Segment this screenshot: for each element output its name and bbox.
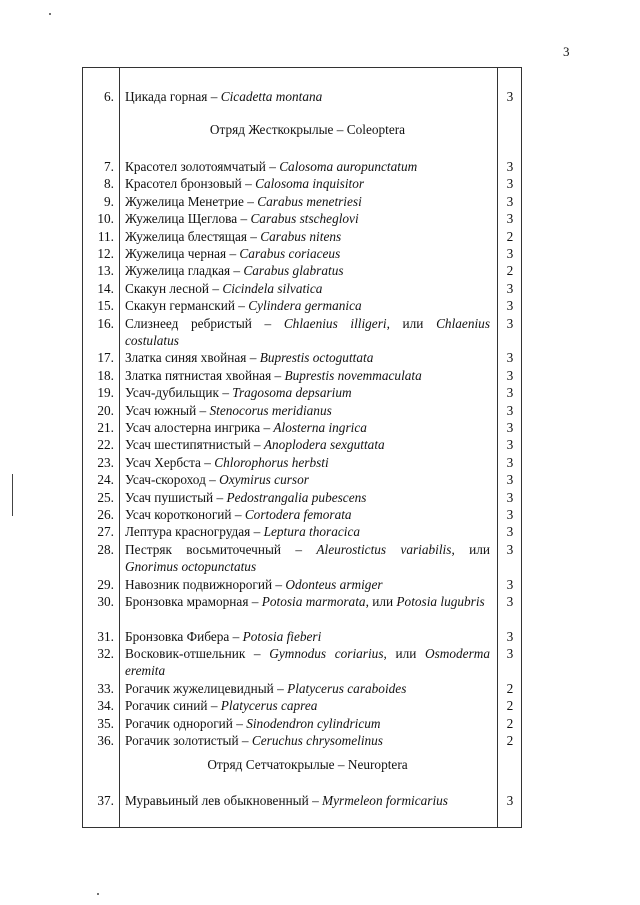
species-name-russian: Жужелица Менетрие [125, 193, 244, 209]
species-name-russian: Усач-дубильщик [125, 385, 219, 401]
species-name-russian: Жужелица блестящая [125, 228, 247, 244]
species-name-russian: Бронзовка мраморная [125, 594, 249, 609]
scan-artifact-dot [49, 13, 51, 15]
species-name: Слизнеед ребристый – Chlaenius illigeri, или Chlaenius costulatus [125, 315, 490, 348]
page-number: 3 [563, 44, 570, 59]
row-number: 17. [97, 350, 114, 366]
species-name-russian: Рогачик однорогий [125, 715, 233, 731]
row-number: 33. [97, 681, 114, 696]
species-name: Скакун германский – Cylindera germanica [125, 298, 362, 314]
species-name-latin: Platycerus caprea [220, 698, 318, 714]
species-name-latin: Buprestis novemmaculata [284, 367, 422, 383]
species-name-russian: Жужелица черная [125, 246, 227, 261]
category-value: 3 [506, 524, 514, 540]
category-value: 3 [506, 298, 514, 314]
species-name: Навозник подвижнорогий – Odonteus armiger [125, 576, 383, 592]
species-table [82, 67, 522, 828]
synonym-conjunction: или [395, 646, 417, 662]
category-value: 3 [506, 628, 514, 644]
category-value: 2 [506, 681, 514, 696]
species-name: Жужелица Щеглова – Carabus stscheglovi [125, 211, 359, 227]
category-value: 3 [506, 489, 514, 505]
synonym-conjunction: или [402, 315, 424, 331]
category-value: 2 [506, 263, 514, 279]
row-number: 27. [97, 524, 114, 540]
species-name-russian: Рогачик жужелицевидный [125, 681, 274, 696]
species-name-latin: Buprestis octoguttata [259, 350, 374, 366]
category-value: 3 [506, 594, 514, 609]
species-name: Усач коротконогий – Cortodera femorata [125, 507, 352, 522]
category-value: 3 [506, 420, 514, 435]
species-name-russian: Златка пятнистая хвойная [125, 367, 272, 383]
species-name-latin: Cylindera germanica [248, 298, 362, 314]
scan-artifact-dot [97, 893, 99, 895]
species-name-latin-synonym: Chlaenius costulatus [125, 315, 490, 348]
row-number: 13. [97, 263, 114, 279]
species-name-russian: Усач Хербста [125, 454, 201, 470]
species-name-russian: Златка синяя хвойная [125, 350, 247, 366]
category-value: 3 [506, 472, 514, 488]
row-number: 18. [97, 367, 114, 383]
category-value: 3 [506, 350, 514, 366]
row-number: 22. [97, 437, 114, 453]
category-value: 2 [506, 698, 514, 714]
category-value: 3 [506, 385, 514, 401]
species-name-latin: Cicadetta montana [220, 89, 323, 104]
species-name-latin: Cortodera femorata [244, 507, 352, 522]
row-number: 35. [97, 715, 114, 731]
species-name: Жужелица черная – Carabus coriaceus [125, 246, 341, 261]
category-value: 3 [506, 367, 514, 383]
row-number: 32. [97, 646, 114, 662]
row-number: 37. [97, 793, 114, 808]
species-name-latin: Ceruchus chrysomelinus [251, 733, 383, 749]
species-name-latin-synonym: Osmoderma eremita [125, 646, 490, 679]
species-name-russian: Бронзовка Фибера [125, 628, 230, 644]
synonym-conjunction: или [469, 541, 491, 557]
section-heading-coleoptera: Отряд Жесткокрылые – Coleoptera [209, 122, 406, 137]
species-name-latin-synonym: Gnorimus octopunctatus [125, 558, 257, 574]
species-name-latin: Sinodendron cylindricum [246, 715, 381, 731]
species-name-russian: Жужелица гладкая [125, 263, 231, 279]
species-name-latin: Alosterna ingrica [273, 420, 367, 435]
category-value: 2 [506, 715, 514, 731]
species-name: Муравьиный лев обыкновенный – Myrmeleon formicarius [125, 793, 448, 808]
species-name: Усач алостерна ингрика – Alosterna ingrica [125, 420, 367, 435]
row-number: 9. [104, 193, 114, 209]
row-number: 11. [97, 228, 114, 244]
row-number: 29. [97, 576, 114, 592]
species-name-russian: Усач-скороход [125, 472, 206, 488]
species-name-latin: Chlaenius illigeri [283, 315, 387, 331]
species-name: Жужелица гладкая – Carabus glabratus [125, 263, 344, 279]
row-number: 12. [97, 246, 114, 261]
row-number: 26. [97, 507, 114, 522]
row-number: 19. [97, 385, 114, 401]
species-name-latin: Tragosoma depsarium [232, 385, 352, 401]
species-name: Усач шестипятнистый – Anoplodera sexguttata [125, 437, 385, 453]
species-name: Рогачик золотистый – Ceruchus chrysomelinus [125, 733, 383, 749]
species-name: Усач-скороход – Oxymirus cursor [125, 472, 309, 488]
species-name: Рогачик жужелицевидный – Platycerus caraboides [125, 681, 407, 696]
category-value: 3 [506, 280, 514, 296]
species-name-latin: Anoplodera sexguttata [263, 437, 385, 453]
row-number: 10. [97, 211, 114, 227]
species-name: Восковик-отшельник – Gymnodus coriarius, или Osmoderma eremita [125, 646, 490, 679]
species-name-russian: Красотел бронзовый [125, 176, 242, 192]
row-number: 23. [97, 454, 114, 470]
category-value: 3 [506, 315, 514, 331]
species-name: Цикада горная – Cicadetta montana [125, 89, 323, 104]
species-name-russian: Пестряк восьмиточечный [125, 541, 282, 557]
species-name: Златка пятнистая хвойная – Buprestis novemmaculata [125, 367, 422, 383]
synonym-conjunction: или [372, 594, 394, 609]
species-name: Бронзовка мраморная – Potosia marmorata, или Potosia lugubris [125, 594, 485, 609]
row-number: 8. [104, 176, 114, 192]
species-name-latin: Carabus menetriesi [257, 193, 362, 209]
row-number: 24. [97, 472, 114, 488]
row-number: 34. [97, 698, 114, 714]
species-name-latin: Cicindela silvatica [222, 280, 323, 296]
species-name: Лептура красногрудая – Leptura thoracica [125, 524, 361, 540]
species-name-russian: Усач алостерна ингрика [125, 420, 261, 435]
species-name-latin: Stenocorus meridianus [209, 402, 332, 418]
species-name-latin: Potosia fieberi [242, 628, 322, 644]
species-name-latin: Potosia marmorata [261, 594, 366, 609]
category-value: 3 [506, 507, 514, 522]
species-name: Златка синяя хвойная – Buprestis octoguttata [125, 350, 374, 366]
species-name-russian: Усач пушистый [125, 489, 214, 505]
species-name-russian: Усач шестипятнистый [125, 437, 251, 453]
species-name-latin: Leptura thoracica [263, 524, 361, 540]
row-number: 15. [97, 298, 114, 314]
row-number: 6. [104, 89, 114, 104]
category-value: 3 [506, 246, 514, 261]
row-number: 31. [97, 628, 114, 644]
species-name: Бронзовка Фибера – Potosia fieberi [125, 628, 322, 644]
species-name: Рогачик синий – Platycerus caprea [125, 698, 318, 714]
row-number: 28. [97, 541, 114, 557]
species-name-russian: Скакун германский [125, 298, 235, 314]
species-name-russian: Рогачик золотистый [125, 733, 239, 749]
species-name: Красотел золотоямчатый – Calosoma auropunctatum [125, 159, 418, 174]
row-number: 14. [97, 280, 114, 296]
species-name: Усач-дубильщик – Tragosoma depsarium [125, 385, 352, 401]
category-value: 3 [506, 454, 514, 470]
species-name-latin-synonym: Potosia lugubris [396, 594, 485, 609]
species-name-latin: Oxymirus cursor [219, 472, 309, 488]
category-value: 2 [506, 228, 514, 244]
species-name-russian: Усач коротконогий [125, 507, 232, 522]
species-name-latin: Pedostrangalia pubescens [226, 489, 367, 505]
species-name-russian: Скакун лесной [125, 280, 210, 296]
species-name-latin: Carabus nitens [260, 228, 342, 244]
species-name: Усач Хербста – Chlorophorus herbsti [125, 454, 329, 470]
row-number: 16. [97, 315, 114, 331]
species-name-latin: Aleurostictus variabilis [316, 541, 452, 557]
species-name-latin: Calosoma auropunctatum [279, 159, 418, 174]
species-name-russian: Восковик-отшельник [125, 646, 246, 662]
species-name-russian: Усач южный [125, 402, 197, 418]
section-heading-neuroptera: Отряд Сетчатокрылые – Neuroptera [207, 757, 408, 772]
species-name-latin: Calosoma inquisitor [255, 176, 365, 192]
species-name-latin: Odonteus armiger [285, 576, 383, 592]
category-value: 3 [506, 159, 514, 174]
species-name: Красотел бронзовый – Calosoma inquisitor [125, 176, 365, 192]
category-value: 3 [506, 793, 514, 808]
category-value: 3 [506, 402, 514, 418]
species-name-latin: Myrmeleon formicarius [322, 793, 448, 808]
species-name: Усач пушистый – Pedostrangalia pubescens [125, 489, 367, 505]
category-value: 3 [506, 176, 514, 192]
species-name-latin: Gymnodus coriarius [269, 646, 384, 662]
row-number: 21. [97, 420, 114, 435]
species-name: Усач южный – Stenocorus meridianus [125, 402, 332, 418]
species-name: Скакун лесной – Cicindela silvatica [125, 280, 323, 296]
column-divider-number [119, 68, 120, 827]
species-name: Жужелица Менетрие – Carabus menetriesi [125, 193, 362, 209]
row-number: 20. [97, 402, 114, 418]
species-name-russian: Лептура красногрудая [125, 524, 251, 540]
row-number: 36. [97, 733, 114, 749]
species-name-russian: Красотел золотоямчатый [125, 159, 266, 174]
species-name-russian: Слизнеед ребристый [125, 315, 252, 331]
species-name-latin: Carabus stscheglovi [250, 211, 359, 227]
category-value: 3 [506, 211, 514, 227]
species-name-russian: Цикада горная [125, 89, 208, 104]
row-number: 25. [97, 489, 114, 505]
species-name-russian: Навозник подвижнорогий [125, 576, 273, 592]
row-number: 7. [104, 159, 114, 174]
scan-artifact-line [12, 474, 13, 516]
row-number: 30. [97, 594, 114, 609]
species-name: Рогачик однорогий – Sinodendron cylindricum [125, 715, 381, 731]
species-name-latin: Carabus glabratus [243, 263, 344, 279]
species-name: Пестряк восьмиточечный – Aleurostictus variabilis, или Gnorimus octopunctatus [125, 541, 491, 574]
species-name-latin: Platycerus caraboides [287, 681, 407, 696]
species-name-russian: Жужелица Щеглова [125, 211, 238, 227]
category-value: 3 [506, 646, 514, 662]
category-value: 3 [506, 193, 514, 209]
species-name-russian: Рогачик синий [125, 698, 208, 714]
species-name-russian: Муравьиный лев обыкновенный [125, 793, 309, 808]
category-value: 3 [506, 437, 514, 453]
species-name-latin: Carabus coriaceus [239, 246, 341, 261]
category-value: 3 [506, 576, 514, 592]
category-value: 3 [506, 89, 514, 104]
species-name: Жужелица блестящая – Carabus nitens [125, 228, 342, 244]
species-name-latin: Chlorophorus herbsti [214, 454, 329, 470]
category-value: 3 [506, 541, 514, 557]
category-value: 2 [506, 733, 514, 749]
